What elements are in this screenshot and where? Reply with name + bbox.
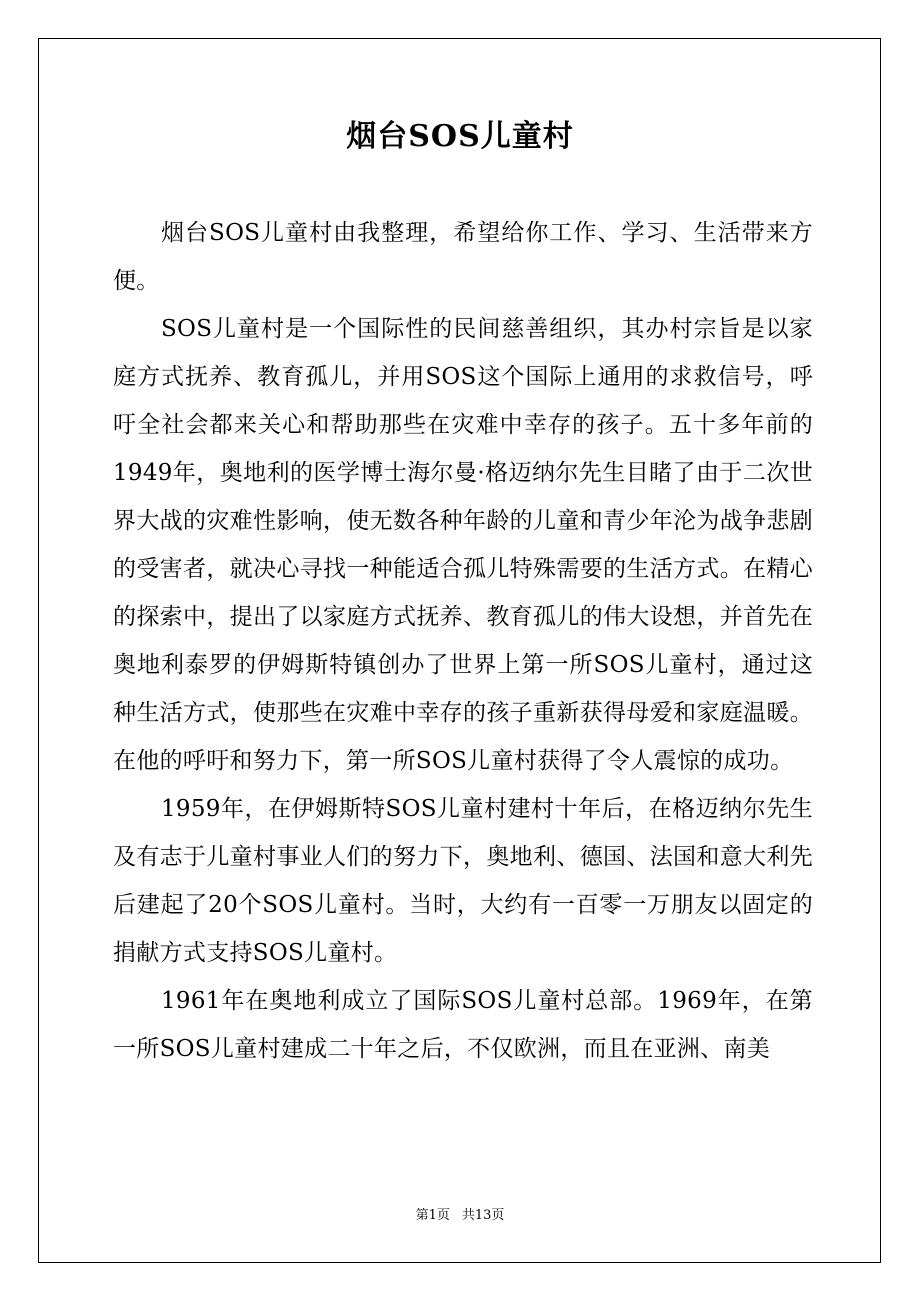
total-pages: 共13页 — [461, 1208, 505, 1223]
paragraph: 烟台SOS儿童村由我整理，希望给你工作、学习、生活带来方便。 — [113, 220, 813, 294]
page-number: 第1页 — [415, 1208, 450, 1223]
paragraph: 1961年在奥地利成立了国际SOS儿童村总部。1969年，在第一所SOS儿童村建成二十年之后，不仅欧洲，而且在亚洲、南美 — [113, 988, 813, 1062]
paragraph: SOS儿童村是一个国际性的民间慈善组织，其办村宗旨是以家庭方式抚养、教育孤儿，并用SOS这个国际上通用的求救信号，呼吁全社会都来关心和帮助那些在灾难中幸存的孩子。五十多年前的1949年，奥地利的医学博士海尔曼·格迈纳尔先生目睹了由于二次世界大战的灾难性影响，使无数各种年龄的儿童和青少年沦为战争悲剧的受害者，就决心寻找一种能适合孤儿特殊需要的生活方式。在精心的探索中，提出了以家庭方式抚养、教育孤儿的伟大设想，并首先在奥地利泰罗的伊姆斯特镇创办了世界上第一所SOS儿童村，通过这种生活方式，使那些在灾难中幸存的孩子重新获得母爱和家庭温暖。在他的呼吁和努力下，第一所SOS儿童村获得了令人震惊的成功。 — [113, 316, 813, 774]
document-body — [113, 209, 813, 1073]
document-title: 烟台SOS儿童村 — [346, 119, 574, 154]
paragraph: 1959年，在伊姆斯特SOS儿童村建村十年后，在格迈纳尔先生及有志于儿童村事业人们的努力下，奥地利、德国、法国和意大利先后建起了20个SOS儿童村。当时，大约有一百零一万朋友以固定的捐献方式支持SOS儿童村。 — [113, 796, 813, 966]
page-footer — [0, 1206, 920, 1226]
